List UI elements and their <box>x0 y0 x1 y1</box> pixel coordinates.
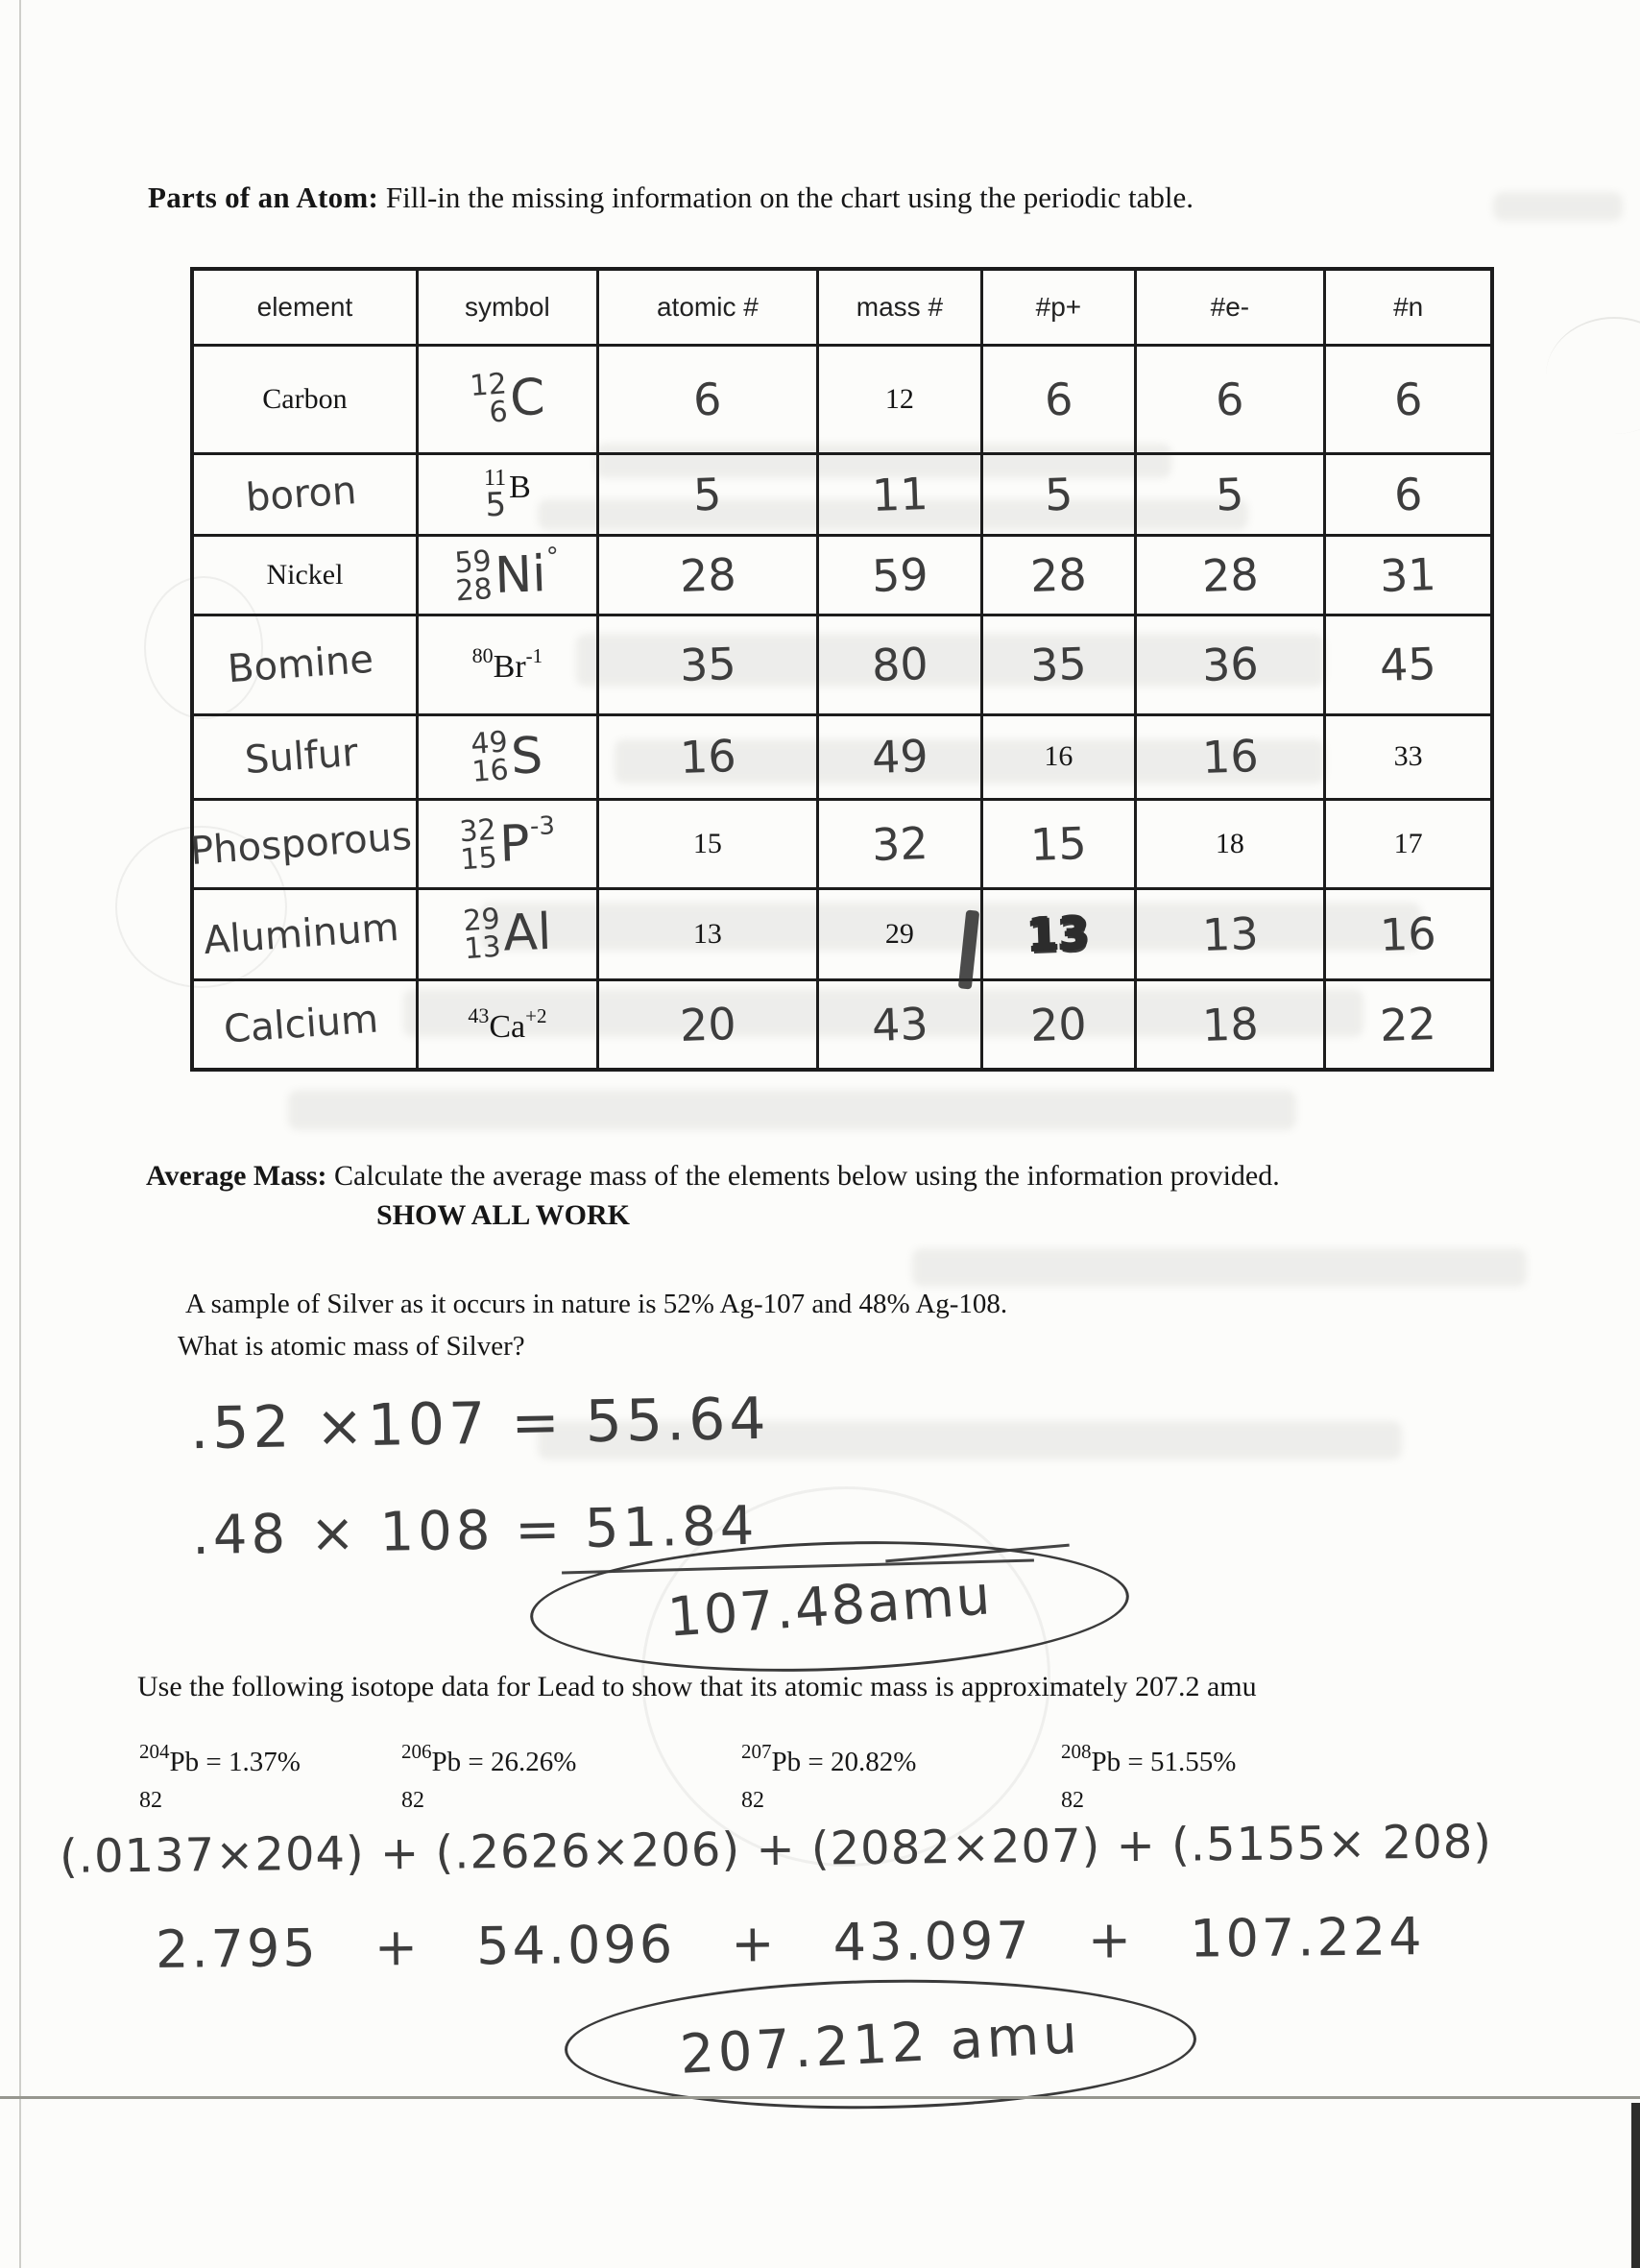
cell-neutrons: 31 <box>1324 535 1492 615</box>
table-row-calcium <box>192 979 1492 1070</box>
isotope-pb-204: $^{204}$Pb = 1.37% 82 <box>139 1740 301 1813</box>
cell-mass-number: 80 <box>817 615 981 714</box>
cell-atomic-number: 13 <box>597 888 817 979</box>
header-mass-number: mass # <box>817 269 981 345</box>
silver-work-line1: .52 ×107 = 55.64 <box>189 1385 771 1463</box>
cell-electrons: 18 <box>1135 799 1324 888</box>
lead-work-line1: (.0137×204) + (.2626×206) + (2082×207) + (.5155× 208) <box>59 1815 1493 1884</box>
table-row-carbon <box>192 345 1492 453</box>
cell-symbol: 49 16 S <box>417 714 597 799</box>
cell-mass-number: 11 <box>817 453 981 535</box>
scanner-edge-line <box>19 0 21 2268</box>
table-row-aluminum <box>192 888 1492 979</box>
isotope-pb-208: $^{208}$Pb = 51.55% 82 <box>1061 1740 1237 1813</box>
cell-protons: 15 <box>981 799 1135 888</box>
cell-mass-number: 43 <box>817 979 981 1070</box>
cell-electrons: 18 <box>1135 979 1324 1070</box>
lead-answer-circle <box>564 1974 1197 2113</box>
title-instruction: Fill-in the missing information on the chart using the periodic table. <box>378 181 1194 214</box>
cell-mass-number: 59 <box>817 535 981 615</box>
header-electrons: #e- <box>1135 269 1324 345</box>
cell-electrons: 16 <box>1135 714 1324 799</box>
header-symbol: symbol <box>417 269 597 345</box>
cell-element: Carbon <box>192 345 417 453</box>
cell-atomic-number: 16 <box>597 714 817 799</box>
cell-neutrons: 17 <box>1324 799 1492 888</box>
lead-work-line2: 2.795 + 54.096 + 43.097 + 107.224 <box>155 1906 1425 1980</box>
cell-symbol: 32 15 $P^{-3}$ <box>417 799 597 888</box>
isotope-z: 82 <box>1061 1788 1084 1813</box>
table-row-boron <box>192 453 1492 535</box>
silver-work-line2: .48 × 108 = 51.84 <box>191 1494 759 1568</box>
cell-neutrons: 6 <box>1324 453 1492 535</box>
header-neutrons: #n <box>1324 269 1492 345</box>
isotope-pb-206: $^{206}$Pb = 26.26% 82 <box>401 1740 577 1813</box>
section-label: Parts of an Atom: <box>148 181 379 214</box>
lead-answer: 207.212 amu <box>678 2002 1083 2087</box>
cell-neutrons: 16 <box>1324 888 1492 979</box>
cell-protons: 13 <box>981 888 1135 979</box>
scan-fold-line <box>0 2096 1640 2099</box>
cell-element: Nickel <box>192 535 417 615</box>
cell-atomic-number: 15 <box>597 799 817 888</box>
cell-mass-number: 12 <box>817 345 981 453</box>
bleedthrough-smudge <box>288 1090 1296 1130</box>
cell-element: Sulfur <box>192 714 417 799</box>
cell-electrons: 6 <box>1135 345 1324 453</box>
section-instruction: Calculate the average mass of the elements below using the information provided. <box>326 1160 1280 1192</box>
cell-mass-number: 49 <box>817 714 981 799</box>
cell-element: Phosporous <box>192 799 417 888</box>
page-curl-arc <box>1546 317 1640 434</box>
silver-question-line2: What is atomic mass of Silver? <box>178 1331 525 1362</box>
header-atomic-number: atomic # <box>597 269 817 345</box>
table-row-phosphorous <box>192 799 1492 888</box>
table-row-bromine <box>192 615 1492 714</box>
lead-instruction: Use the following isotope data for Lead to show that its atomic mass is approximately 207.2 amu <box>137 1671 1257 1702</box>
table-row-nickel <box>192 535 1492 615</box>
bleedthrough-smudge <box>1493 192 1623 221</box>
page-title <box>148 181 1194 215</box>
show-all-work-label: SHOW ALL WORK <box>376 1199 630 1231</box>
cell-protons: 16 <box>981 714 1135 799</box>
cell-element: boron <box>192 453 417 535</box>
cell-element: Bomine <box>192 615 417 714</box>
cell-symbol: $^{43}Ca^{+2}$ <box>417 979 597 1070</box>
cell-electrons: 36 <box>1135 615 1324 714</box>
cell-neutrons: 6 <box>1324 345 1492 453</box>
average-mass-heading <box>146 1160 1280 1193</box>
cell-symbol: 59 28 Ni° <box>417 535 597 615</box>
cell-element: Aluminum <box>192 888 417 979</box>
cell-atomic-number: 6 <box>597 345 817 453</box>
cell-protons: 35 <box>981 615 1135 714</box>
header-protons: #p+ <box>981 269 1135 345</box>
cell-electrons: 5 <box>1135 453 1324 535</box>
cell-symbol: $^{80}Br^{-1}$ <box>417 615 597 714</box>
cell-protons: 28 <box>981 535 1135 615</box>
silver-question-line1: A sample of Silver as it occurs in nature is 52% Ag-107 and 48% Ag-108. <box>185 1289 1008 1319</box>
cell-atomic-number: 20 <box>597 979 817 1070</box>
cell-electrons: 13 <box>1135 888 1324 979</box>
cell-neutrons: 45 <box>1324 615 1492 714</box>
cell-protons: 20 <box>981 979 1135 1070</box>
cell-atomic-number: 28 <box>597 535 817 615</box>
cell-mass-number: 32 <box>817 799 981 888</box>
table-row-sulfur <box>192 714 1492 799</box>
cell-symbol: 12 6 C <box>417 345 597 453</box>
header-element: element <box>192 269 417 345</box>
cell-atomic-number: 5 <box>597 453 817 535</box>
section-label: Average Mass: <box>146 1160 327 1192</box>
cell-element: Calcium <box>192 979 417 1070</box>
cell-symbol: 29 13 Al <box>417 888 597 979</box>
cell-mass-number: 29 <box>817 888 981 979</box>
cell-protons: 6 <box>981 345 1135 453</box>
atom-parts-table <box>190 267 1494 1072</box>
cell-atomic-number: 35 <box>597 615 817 714</box>
scanner-shadow-strip <box>1631 2103 1640 2268</box>
cell-electrons: 28 <box>1135 535 1324 615</box>
cell-neutrons: 22 <box>1324 979 1492 1070</box>
cell-protons: 5 <box>981 453 1135 535</box>
isotope-z: 82 <box>741 1788 764 1813</box>
isotope-pb-207: $^{207}$Pb = 20.82% 82 <box>741 1740 917 1813</box>
table-header-row <box>192 269 1492 345</box>
isotope-z: 82 <box>401 1788 424 1813</box>
cell-neutrons: 33 <box>1324 714 1492 799</box>
bleedthrough-smudge <box>912 1248 1527 1287</box>
isotope-z: 82 <box>139 1788 162 1813</box>
silver-answer: 107.48amu <box>664 1563 995 1650</box>
cell-symbol: 11 5 B <box>417 453 597 535</box>
